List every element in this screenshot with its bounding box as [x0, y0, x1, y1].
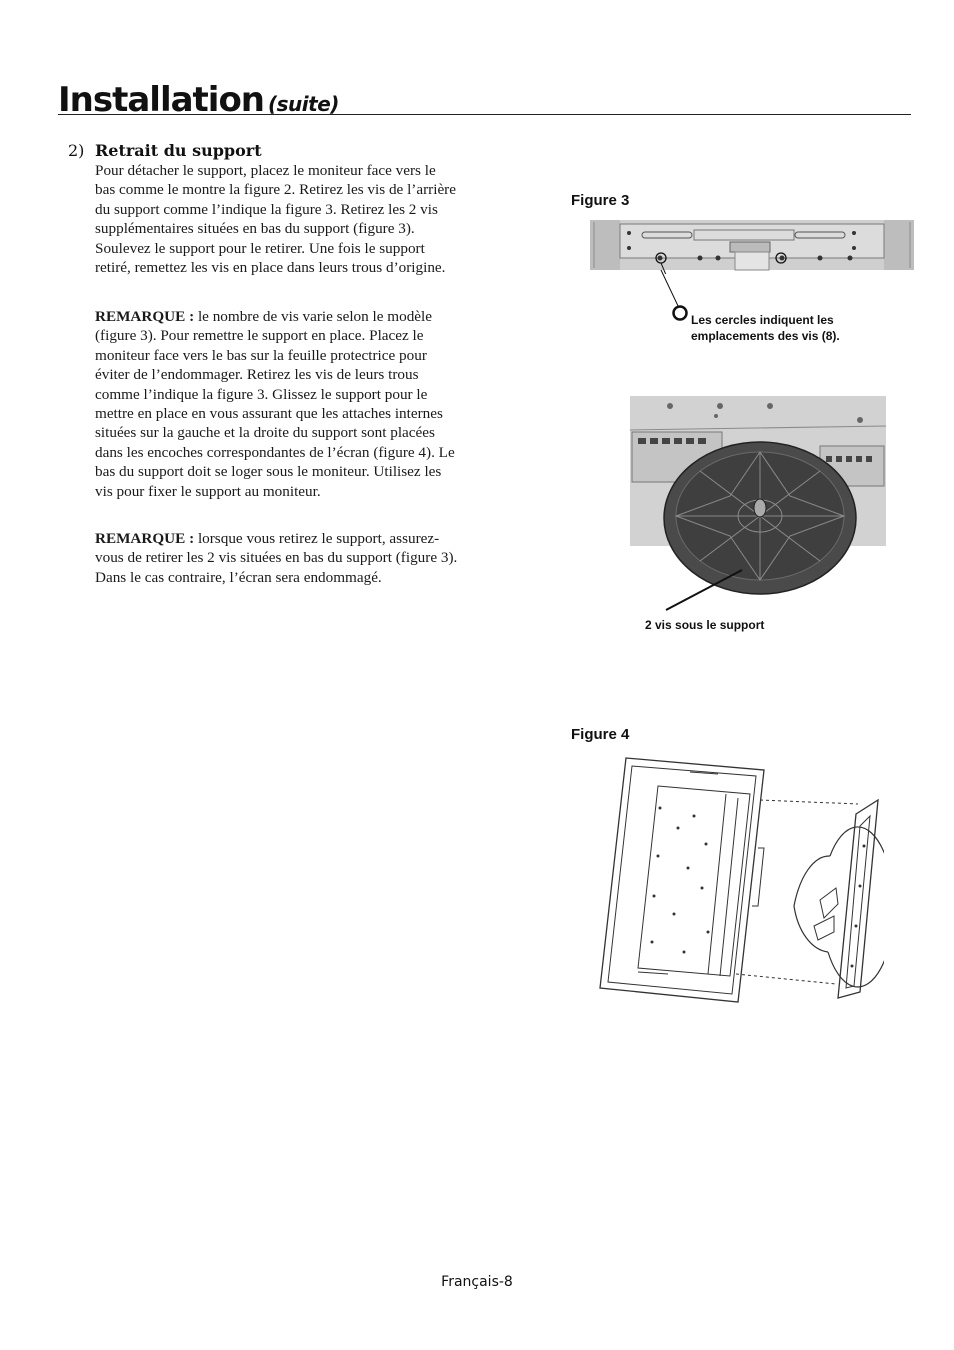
paragraph-remark-2	[95, 529, 459, 587]
page-title-main: Installation	[58, 80, 265, 120]
monitor-mount-illustration	[598, 756, 884, 1004]
circle-marker-icon	[671, 304, 689, 322]
paragraph-remark-1	[95, 307, 459, 501]
figure-4-label: Figure 4	[571, 726, 630, 743]
callout-circles	[691, 312, 840, 344]
callout-circles-line-2: emplacements des vis (8).	[691, 329, 840, 343]
callout-stand: 2 vis sous le support	[645, 618, 765, 632]
title-rule	[58, 114, 911, 115]
section-title: Retrait du support	[95, 141, 262, 160]
paragraph-intro-text: Pour détacher le support, placez le moniteur face vers le bas comme le montre la figure 2. Retirez les vis de l’arrière du support comme l’indique la figure 3. Retirez les 2 vis supplémentaires situées en bas du support (figure 3). Soulevez le support pour le retirer. Une fois le support retiré, remettez les vis en place dans leurs trous d’origine.	[95, 162, 456, 277]
paragraph-intro	[95, 161, 459, 277]
remark-2-text: lorsque vous retirez le support, assurez-vous de retirer les 2 vis situées en bas du support (figure 3). Dans le cas contraire, l’écran sera endommagé.	[95, 530, 458, 586]
callout-circles-line-1: Les cercles indiquent les	[691, 313, 834, 327]
remark-1-text: le nombre de vis varie selon le modèle (figure 3). Pour remettre le support en place. Placez le moniteur face vers le bas sur la feuille protectrice pour éviter de l’endommager. Retirez les vis de leurs trous comme l’indique la figure 3. Glissez le support pour le mettre en place en vous assurant que les attaches internes situées sur la gauche et la droite du support sont placées dans les encoches correspondantes de l’écran (figure 4). Le bas du support doit se loger sous le moniteur. Utilisez les vis pour fixer le support au moniteur.	[95, 308, 455, 500]
figure-3-label: Figure 3	[571, 192, 630, 209]
monitor-back-strip-illustration	[590, 218, 914, 274]
stand-base-illustration	[630, 396, 886, 614]
page-title-suffix: (suite)	[268, 92, 339, 116]
remark-1-lead: REMARQUE :	[95, 308, 195, 325]
remark-2-lead: REMARQUE :	[95, 530, 195, 547]
page-number: Français-8	[441, 1274, 513, 1290]
section-number: 2)	[68, 141, 85, 160]
